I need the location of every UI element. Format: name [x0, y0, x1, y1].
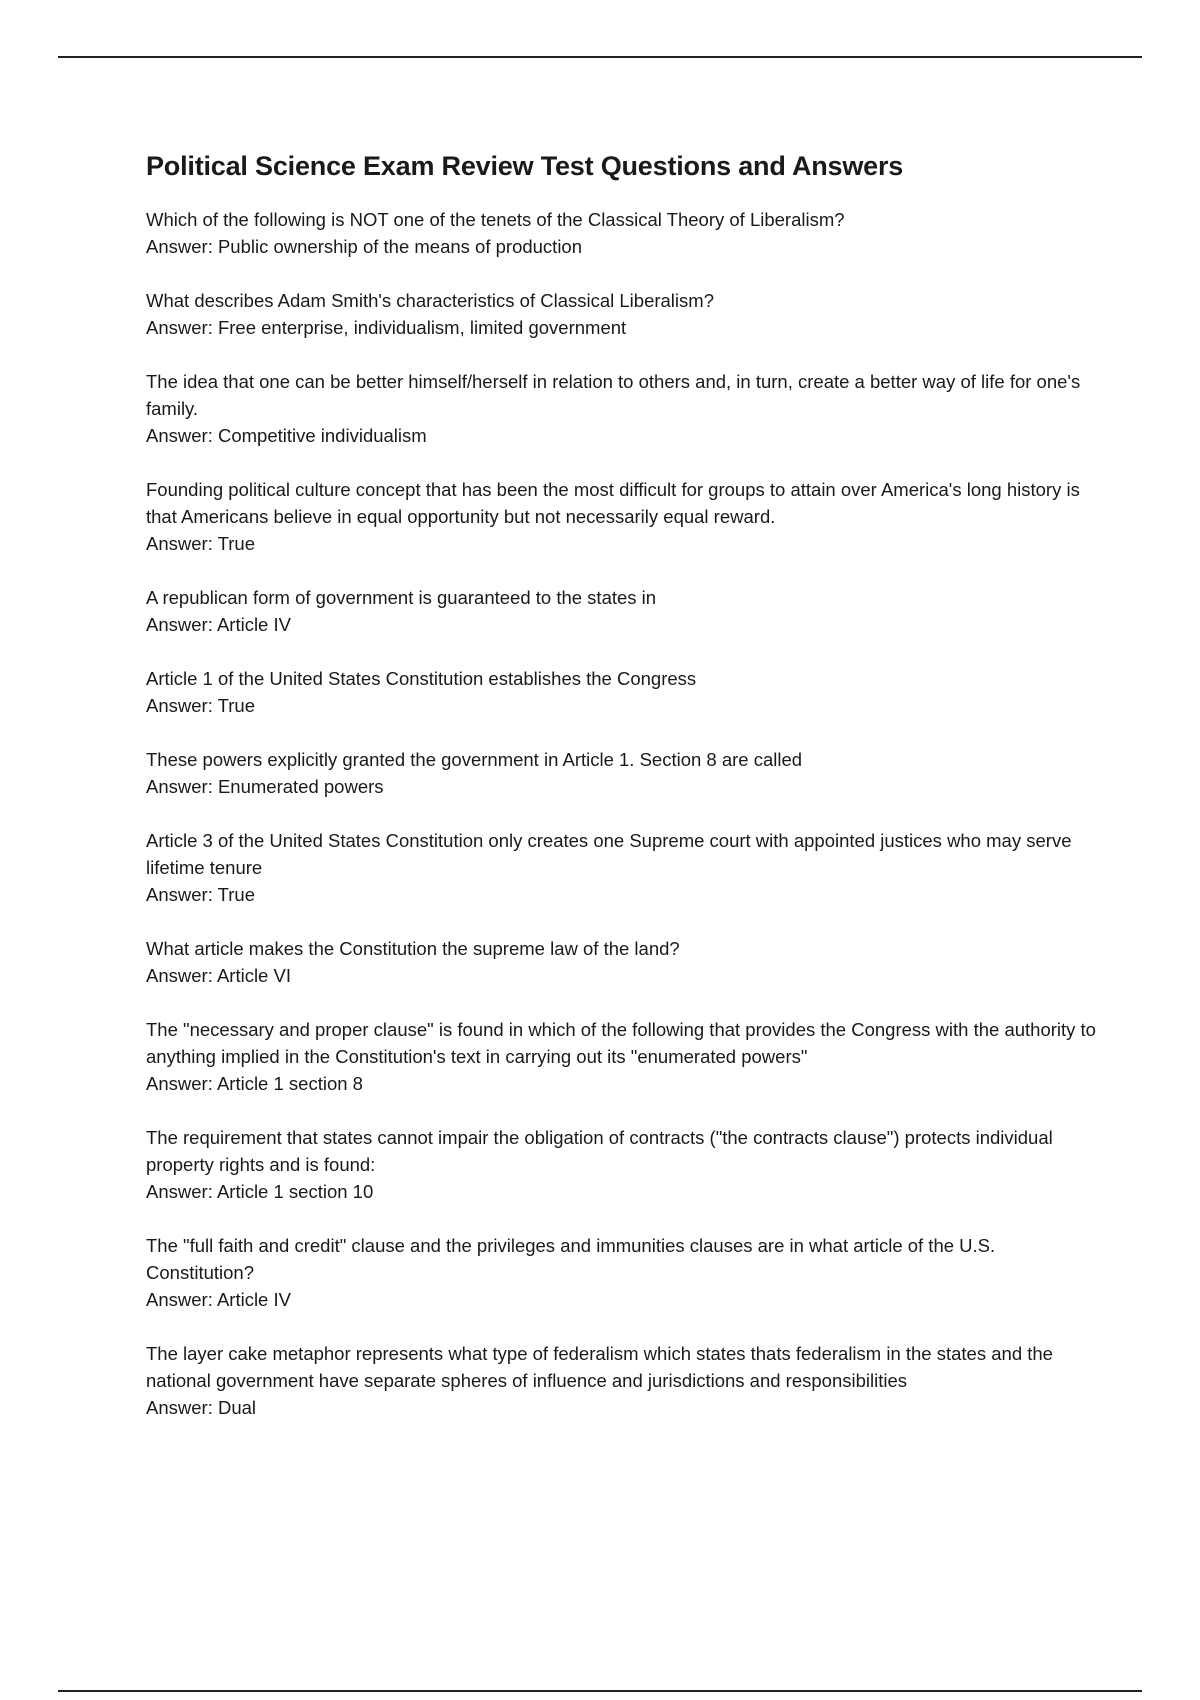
- page-title: Political Science Exam Review Test Questions and Answers: [146, 151, 904, 181]
- question-text: The "necessary and proper clause" is found in which of the following that provides the Congress with the authority to anything implied in the Constitution's text in carrying out its "enumerated powers": [146, 1019, 1096, 1067]
- answer-text: Answer: Article IV: [146, 1289, 291, 1310]
- qa-item: [146, 368, 1096, 449]
- answer-text: Answer: True: [146, 884, 255, 905]
- qa-item: [146, 1232, 1096, 1313]
- footer-rule: [58, 1690, 1142, 1692]
- question-text: These powers explicitly granted the government in Article 1. Section 8 are called: [146, 749, 803, 770]
- qa-item: [146, 1016, 1096, 1097]
- header-rule: [58, 56, 1142, 58]
- question-text: Article 1 of the United States Constitution establishes the Congress: [146, 668, 697, 689]
- qa-item: [146, 665, 1096, 719]
- question-text: The "full faith and credit" clause and the privileges and immunities clauses are in what article of the U.S. Constitution?: [146, 1235, 996, 1283]
- qa-item: [146, 935, 1096, 989]
- answer-text: Answer: Dual: [146, 1397, 257, 1418]
- answer-text: Answer: Article 1 section 10: [146, 1181, 374, 1202]
- question-text: The layer cake metaphor represents what type of federalism which states thats federalism in the states and the national government have separate spheres of influence and jurisdictions and responsibilities: [146, 1343, 1053, 1391]
- answer-text: Answer: True: [146, 533, 255, 554]
- question-text: Founding political culture concept that has been the most difficult for groups to attain over America's long history is that Americans believe in equal opportunity but not necessarily equal reward.: [146, 479, 1080, 527]
- answer-text: Answer: Article 1 section 8: [146, 1073, 363, 1094]
- answer-text: Answer: Public ownership of the means of production: [146, 236, 583, 257]
- qa-item: [146, 476, 1096, 557]
- question-text: What article makes the Constitution the supreme law of the land?: [146, 938, 680, 959]
- question-text: What describes Adam Smith's characteristics of Classical Liberalism?: [146, 290, 714, 311]
- qa-item: [146, 827, 1096, 908]
- answer-text: Answer: Enumerated powers: [146, 776, 384, 797]
- document-body: [146, 146, 1096, 1448]
- answer-text: Answer: Article IV: [146, 614, 291, 635]
- qa-item: [146, 746, 1096, 800]
- qa-item: [146, 1124, 1096, 1205]
- qa-item: [146, 287, 1096, 341]
- answer-text: Answer: True: [146, 695, 255, 716]
- question-text: Which of the following is NOT one of the tenets of the Classical Theory of Liberalism?: [146, 209, 845, 230]
- question-text: The idea that one can be better himself/herself in relation to others and, in turn, create a better way of life for one's family.: [146, 371, 1081, 419]
- answer-text: Answer: Free enterprise, individualism, limited government: [146, 317, 627, 338]
- answer-text: Answer: Article VI: [146, 965, 291, 986]
- qa-item: [146, 206, 1096, 260]
- question-text: The requirement that states cannot impair the obligation of contracts ("the contracts clause") protects individual property rights and is found:: [146, 1127, 1053, 1175]
- qa-item: [146, 584, 1096, 638]
- qa-item: [146, 1340, 1096, 1421]
- answer-text: Answer: Competitive individualism: [146, 425, 427, 446]
- question-text: A republican form of government is guaranteed to the states in: [146, 587, 657, 608]
- question-text: Article 3 of the United States Constitution only creates one Supreme court with appointed justices who may serve lifetime tenure: [146, 830, 1072, 878]
